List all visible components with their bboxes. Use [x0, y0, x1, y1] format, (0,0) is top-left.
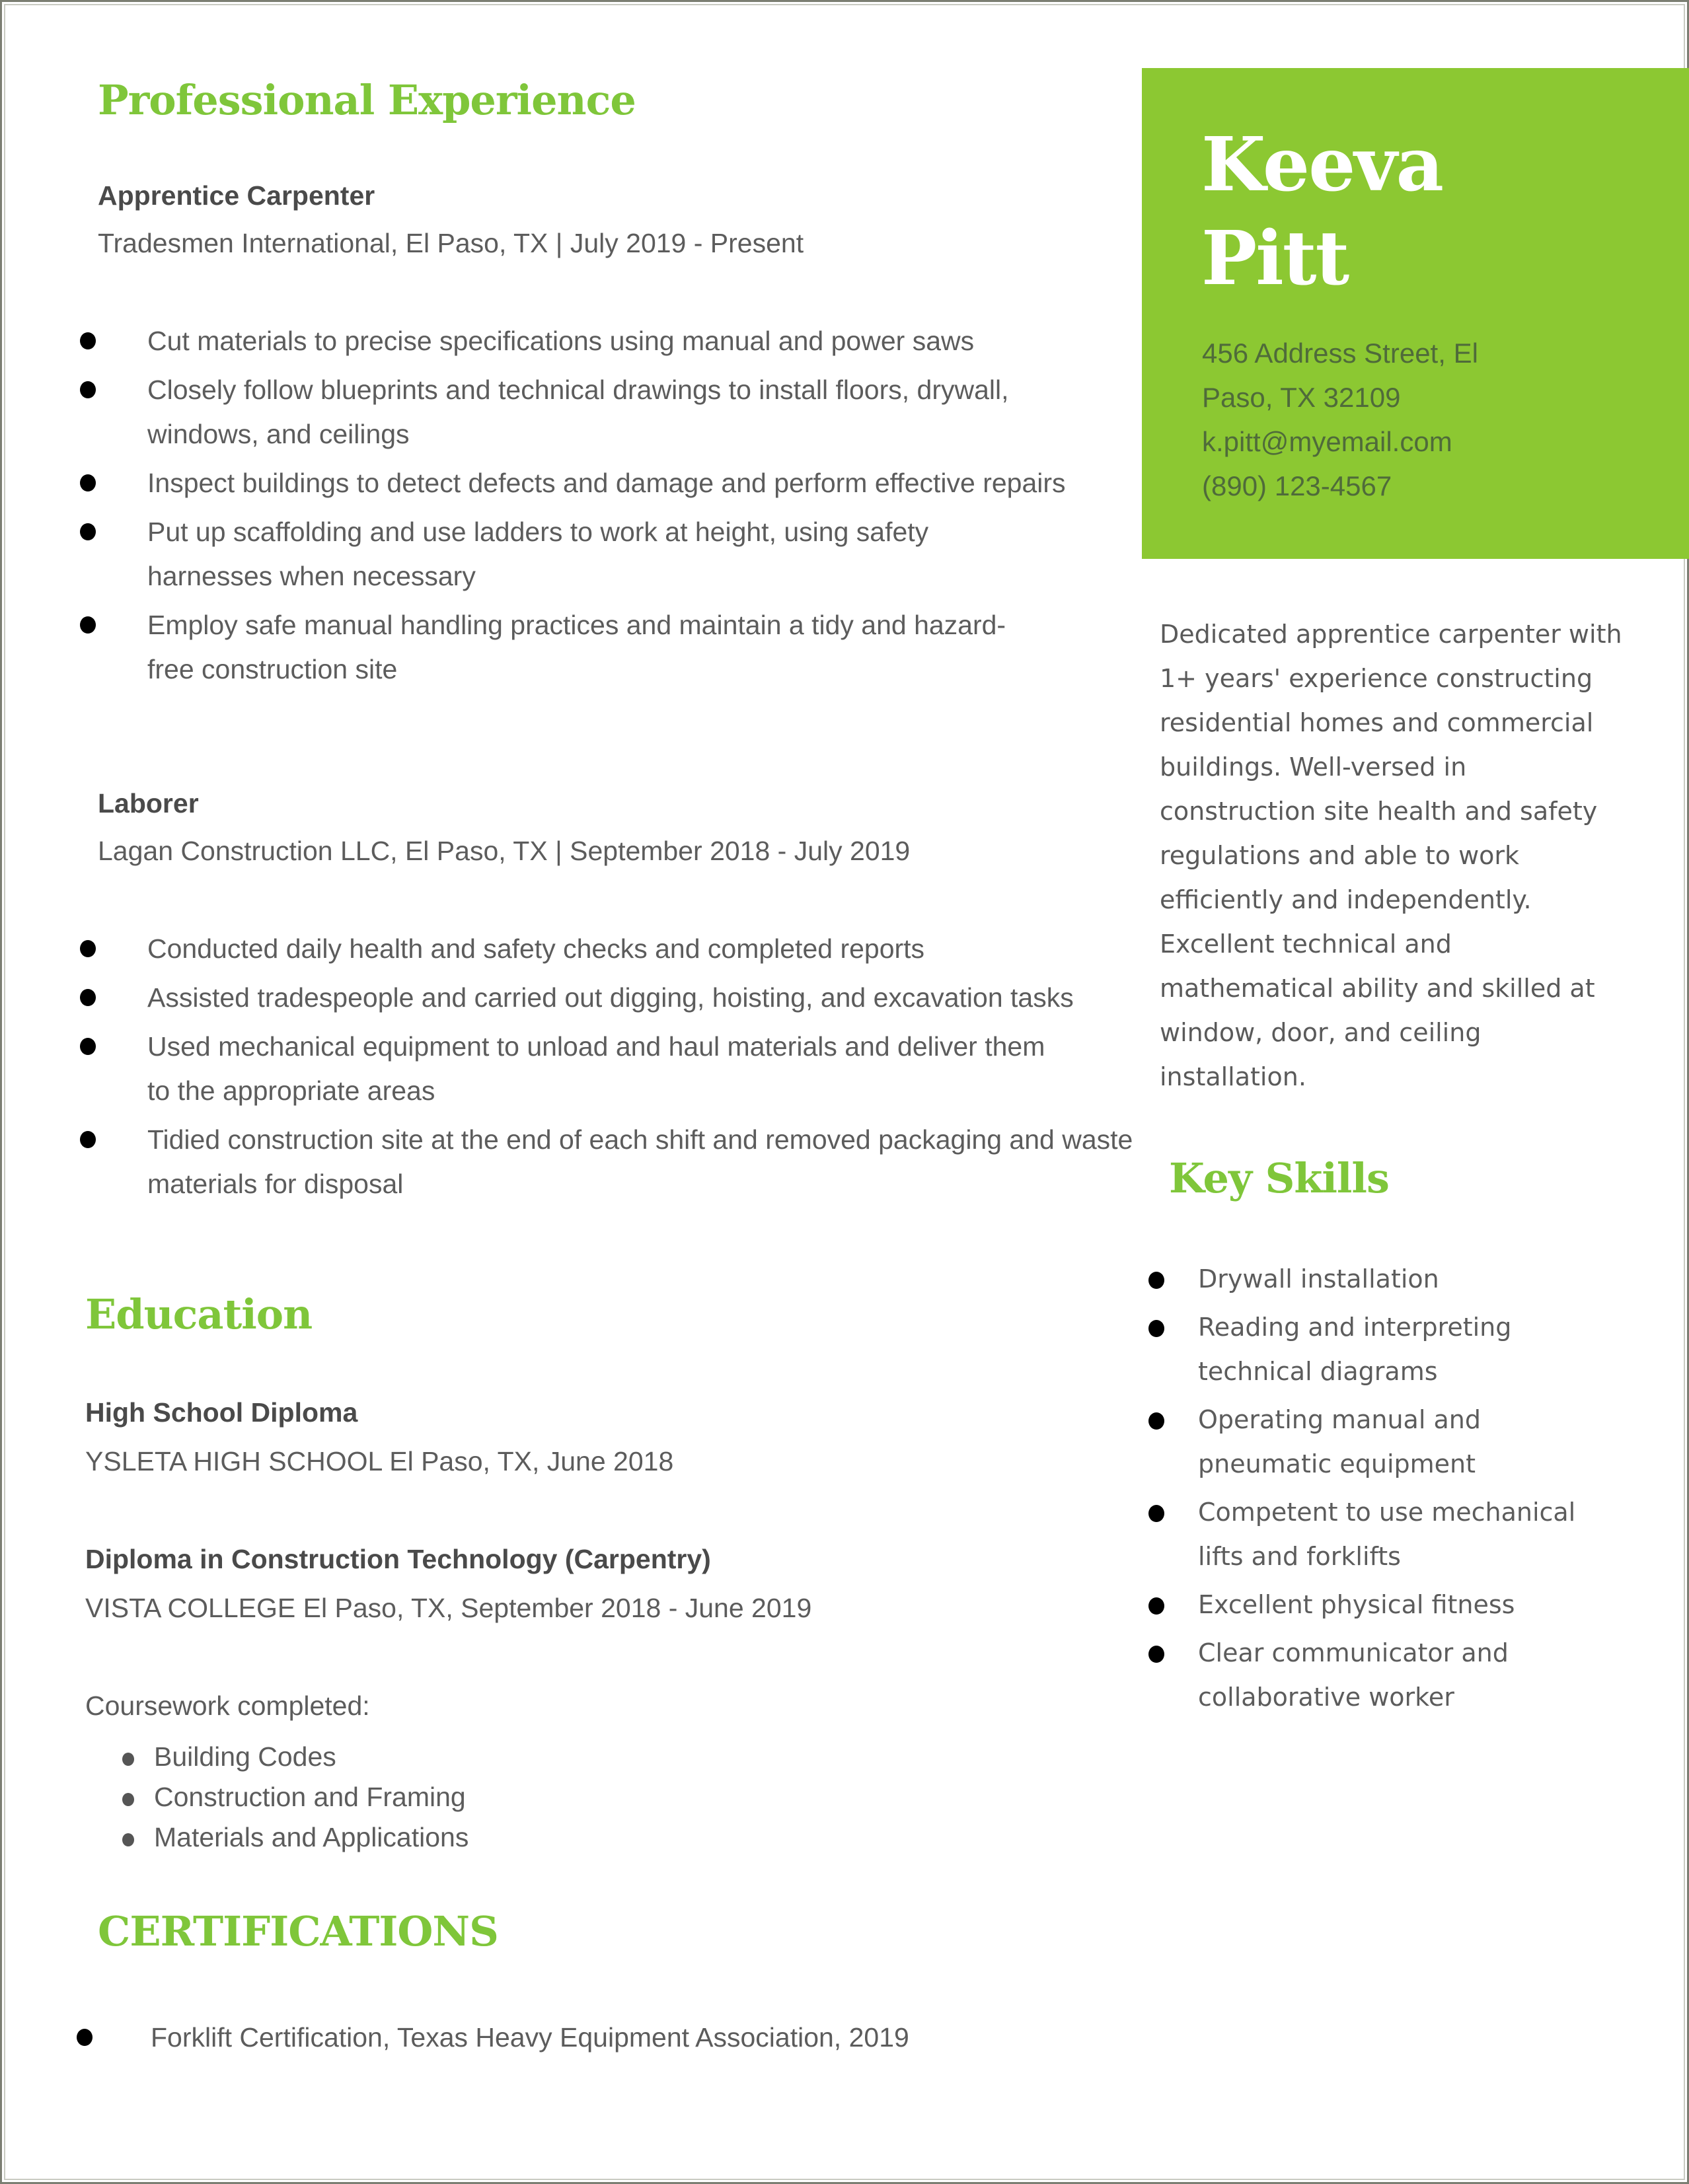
bullet-icon	[77, 2029, 93, 2046]
contact-address-line2: Paso, TX 32109	[1202, 382, 1401, 413]
job-meta: Lagan Construction LLC, El Paso, TX | September 2018 - July 2019	[98, 836, 911, 866]
name-last: Pitt	[1201, 215, 1349, 302]
job-bullets	[80, 927, 1139, 1211]
bullet-icon	[80, 940, 96, 957]
list-item: Reading and interpreting technical diagrams	[1139, 1305, 1581, 1394]
contact-email[interactable]: k.pitt@myemail.com	[1202, 426, 1452, 457]
list-item: Excellent physical fitness	[1139, 1583, 1581, 1627]
job-meta: Tradesmen International, El Paso, TX | July 2019 - Present	[98, 228, 804, 258]
bullet-icon	[1148, 1597, 1164, 1615]
contact-address-line1: 456 Address Street, El	[1202, 338, 1478, 369]
bullet-icon	[1148, 1320, 1164, 1337]
bullet-icon	[1148, 1646, 1164, 1663]
bullet-icon	[1148, 1412, 1164, 1430]
bullet-icon	[1148, 1272, 1164, 1289]
list-item: Construction and Framing	[56, 1777, 749, 1817]
list-item: Operating manual and pneumatic equipment	[1139, 1398, 1581, 1486]
bullet-icon	[80, 1131, 96, 1148]
header-box	[1142, 68, 1689, 559]
coursework-label: Coursework completed:	[85, 1691, 370, 1721]
list-item: Conducted daily health and safety checks and completed reports	[80, 927, 1112, 971]
list-item: Used mechanical equipment to unload and haul materials and deliver them to the appropriate areas	[80, 1025, 1072, 1113]
profile-summary: Dedicated apprentice carpenter with 1+ years' experience constructing residential homes and commercial buildings. Well-versed in construction site health and safety regulations and able to work efficiently and independently. Excellent technical and mathematical ability and skilled at window, door, and ceiling installation.	[1160, 620, 1622, 1091]
bullet-icon	[122, 1793, 134, 1806]
coursework-list	[56, 1737, 749, 1858]
bullet-icon	[80, 381, 96, 398]
degree-title: High School Diploma	[85, 1397, 358, 1428]
list-item: Closely follow blueprints and technical drawings to install floors, drywall, windows, and ceilings	[80, 368, 1046, 456]
degree-title: Diploma in Construction Technology (Carpentry)	[85, 1544, 711, 1574]
list-item: Inspect buildings to detect defects and damage and perform effective repairs	[80, 461, 1112, 505]
job-bullets	[80, 319, 1112, 696]
skills-list	[1139, 1257, 1581, 1724]
list-item: Building Codes	[56, 1737, 749, 1777]
list-item: Materials and Applications	[56, 1817, 749, 1858]
list-item: Clear communicator and collaborative worker	[1139, 1631, 1581, 1720]
bullet-icon	[122, 1753, 134, 1766]
job-title: Laborer	[98, 788, 199, 819]
name-first: Keeva	[1201, 122, 1443, 208]
list-item: Tidied construction site at the end of each shift and removed packaging and waste materials for disposal	[80, 1118, 1139, 1206]
list-item: Put up scaffolding and use ladders to work at height, using safety harnesses when necessary	[80, 510, 1026, 599]
school-meta: VISTA COLLEGE El Paso, TX, September 2018 - June 2019	[85, 1593, 812, 1623]
section-heading-skills: Key Skills	[1169, 1154, 1389, 1202]
certifications-list	[77, 2016, 1142, 2060]
job-title: Apprentice Carpenter	[98, 180, 375, 211]
bullet-icon	[80, 616, 96, 634]
bullet-icon	[80, 332, 96, 349]
list-item: Competent to use mechanical lifts and forklifts	[1139, 1490, 1581, 1579]
list-item: Assisted tradespeople and carried out digging, hoisting, and excavation tasks	[80, 976, 1139, 1020]
bullet-icon	[80, 474, 96, 491]
bullet-icon	[1148, 1505, 1164, 1522]
bullet-icon	[80, 1038, 96, 1055]
contact-phone: (890) 123-4567	[1202, 470, 1392, 501]
bullet-icon	[122, 1833, 134, 1846]
list-item: Cut materials to precise specifications using manual and power saws	[80, 319, 1112, 363]
section-heading-experience: Professional Experience	[98, 76, 636, 124]
bullet-icon	[80, 989, 96, 1006]
school-meta: YSLETA HIGH SCHOOL El Paso, TX, June 2018	[85, 1446, 674, 1476]
list-item: Employ safe manual handling practices and maintain a tidy and hazard-free construction site	[80, 603, 1026, 692]
section-heading-certifications: CERTIFICATIONS	[98, 1907, 498, 1955]
section-heading-education: Education	[85, 1290, 313, 1338]
list-item: Forklift Certification, Texas Heavy Equipment Association, 2019	[77, 2016, 1142, 2060]
bullet-icon	[80, 523, 96, 540]
list-item: Drywall installation	[1139, 1257, 1581, 1301]
